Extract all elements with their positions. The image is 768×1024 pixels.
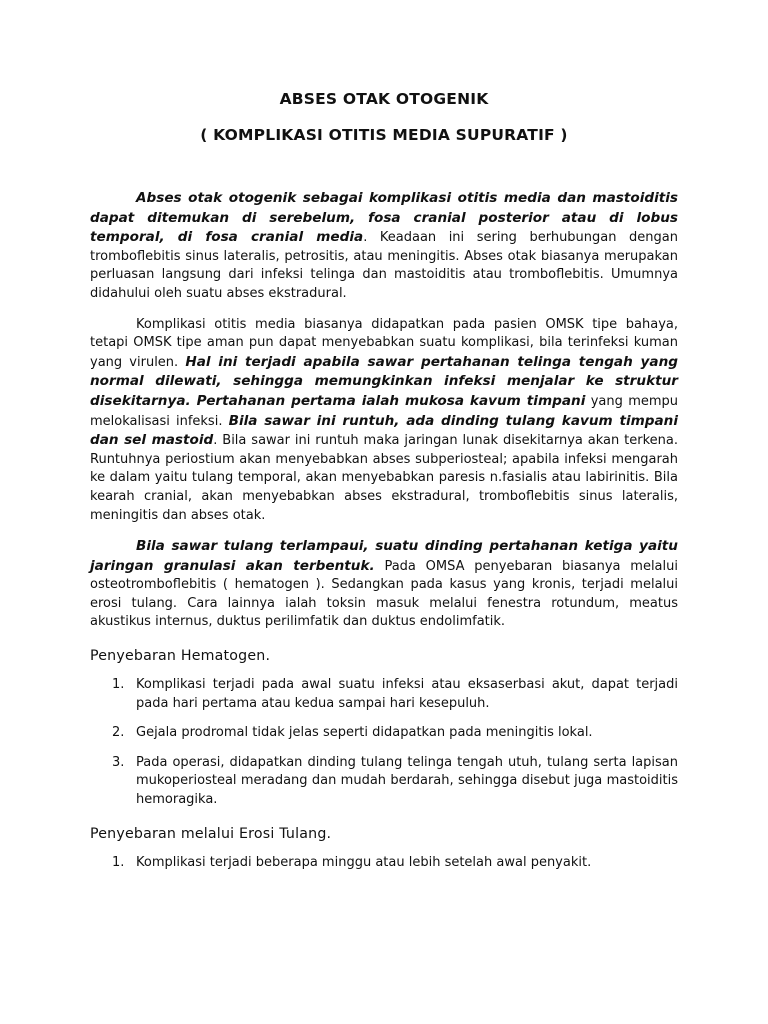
document-subtitle: ( KOMPLIKASI OTITIS MEDIA SUPURATIF ) [200, 126, 568, 144]
list-item [90, 724, 678, 743]
paragraph-3-emphasis: Bila sawar tulang terlampaui, suatu dinding pertahanan ketiga yaitu jaringan granulasi akan terbentuk. [90, 538, 678, 574]
paragraph-2-text-2: yang mempu melokalisasi infeksi. [90, 393, 679, 429]
list-item-number: 3. [112, 754, 125, 770]
paragraph-2-text-3: . Bila sawar ini runtuh maka jaringan lunak disekitarnya akan terkena. Runtuhnya periostium akan menyebabkan abses subperiosteal; apabila infeksi mengarah ke dalam yaitu tulang temporal, akan menyebabkan paresis n.fasialis atau labirinitis. Bila kearah cranial, akan menyebabkan abses ekstradural, tromboflebitis sinus lateralis, meningitis dan abses otak. [90, 433, 678, 523]
paragraph-3-text: Pada OMSA penyebaran biasanya melalui osteotromboflebitis ( hematogen ). Sedangkan pada kasus yang kronis, terjadi melalui erosi tulang. Cara lainnya ialah toksin masuk melalui fenestra rotundum, meatus akustikus internus, duktus perilimfatik dan duktus endolimfatik. [90, 558, 678, 630]
list-erosi-tulang [90, 854, 678, 873]
list-hematogen [90, 676, 678, 810]
list-item-number: 1. [112, 854, 125, 870]
paragraph-3 [90, 537, 678, 632]
section-heading-hematogen: Penyebaran Hematogen. [90, 648, 271, 665]
document-title: ABSES OTAK OTOGENIK [279, 90, 489, 108]
list-item-text: Gejala prodromal tidak jelas seperti didapatkan pada meningitis lokal. [136, 725, 593, 741]
paragraph-1 [90, 189, 678, 304]
list-item-number: 2. [112, 725, 125, 741]
paragraph-1-emphasis: Abses otak otogenik sebagai komplikasi otitis media dan mastoiditis dapat ditemukan di serebelum, fosa cranial posterior atau di lobus temporal, di fosa cranial media [90, 190, 678, 246]
list-item-text: Pada operasi, didapatkan dinding tulang telinga tengah utuh, tulang serta lapisan mukoperiosteal meradang dan mudah berdarah, sehingga disebut juga mastoiditis hemoragika. [136, 754, 678, 808]
paragraph-2-emphasis-2: Bila sawar ini runtuh, ada dinding tulang kavum timpani dan sel mastoid [90, 412, 679, 449]
paragraph-1-text: . Keadaan ini sering berhubungan dengan tromboflebitis sinus lateralis, petrositis, atau meningitis. Abses otak biasanya merupakan perluasan langsung dari infeksi telinga dan mastoiditis atau tromboflebitis. Umumnya didahului oleh suatu abses ekstradural. [90, 230, 678, 301]
list-item [90, 676, 678, 713]
list-item [90, 854, 678, 873]
list-item-text: Komplikasi terjadi pada awal suatu infeksi atau eksaserbasi akut, dapat terjadi pada hari pertama atau kedua sampai hari kesepuluh. [136, 677, 678, 711]
list-item-text: Komplikasi terjadi beberapa minggu atau lebih setelah awal penyakit. [136, 854, 592, 870]
list-item [90, 754, 678, 810]
paragraph-2-emphasis-1: Hal ini terjadi apabila sawar pertahanan telinga tengah yang normal dilewati, sehingga memungkinkan infeksi menjalar ke struktur disekitarnya. Pertahanan pertama ialah mukosa kavum timpani [90, 353, 678, 409]
section-heading-erosi-tulang: Penyebaran melalui Erosi Tulang. [90, 825, 332, 842]
paragraph-2 [90, 316, 678, 526]
paragraph-2-text-1: Komplikasi otitis media biasanya didapatkan pada pasien OMSK tipe bahaya, tetapi OMSK tipe aman pun dapat menyebabkan suatu komplikasi, bila terinfeksi kuman yang virulen. [90, 316, 678, 370]
list-item-number: 1. [112, 677, 125, 693]
